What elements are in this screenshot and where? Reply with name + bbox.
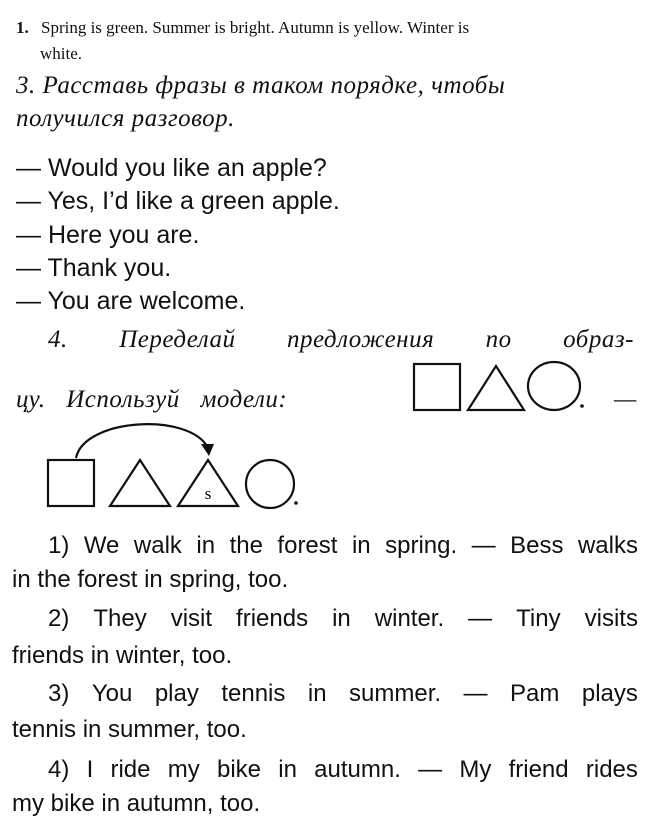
sentence-3-line1 <box>48 680 638 708</box>
word: — <box>471 532 496 559</box>
word: We <box>83 532 120 559</box>
task4-title-word: цу. <box>16 386 46 413</box>
word: friends <box>236 605 309 632</box>
square-shape <box>414 364 460 410</box>
model-two-diagram <box>40 414 310 514</box>
word: autumn. <box>314 756 401 783</box>
word: walk <box>133 532 182 559</box>
word: 3) <box>48 680 70 707</box>
word: 2) <box>48 605 70 632</box>
circle-shape <box>528 362 580 410</box>
dot <box>580 404 584 408</box>
word: winter. <box>374 605 445 632</box>
task4-title-word: 4. <box>48 326 68 353</box>
task4-title-word: предложения <box>286 326 435 353</box>
word: I <box>86 756 94 783</box>
word: 1) <box>48 532 70 559</box>
triangle-shape <box>468 366 524 410</box>
dot <box>294 501 298 505</box>
word: visit <box>170 605 213 632</box>
task4-title-word: по <box>485 326 512 353</box>
sentence-2-line1 <box>48 605 638 633</box>
word: My <box>459 756 492 783</box>
word: in <box>307 680 327 707</box>
word: 4) <box>48 756 70 783</box>
square-shape <box>48 460 94 506</box>
sentence-1-line1 <box>48 532 638 560</box>
task4-title-word: Используй <box>66 386 180 413</box>
task4-title-word: Переделай <box>119 326 236 353</box>
task1-number: 1. <box>16 18 29 37</box>
word: the <box>229 532 263 559</box>
word: Pam <box>510 680 560 707</box>
dialog-line-5: — You are welcome. <box>16 287 246 315</box>
sentence-4-line1 <box>48 756 638 784</box>
word: forest <box>277 532 338 559</box>
task3-title-line2: получился разговор. <box>16 105 235 132</box>
arrowhead-icon <box>201 444 214 456</box>
word: — <box>463 680 488 707</box>
word: bike <box>216 756 262 783</box>
word: play <box>154 680 199 707</box>
word: Tiny <box>516 605 561 632</box>
word: You <box>91 680 133 707</box>
word: in <box>278 756 297 783</box>
word: Bess <box>510 532 564 559</box>
word: my <box>167 756 200 783</box>
model-one-diagram <box>408 356 608 416</box>
dialog-line-2: — Yes, I’d like a green apple. <box>16 187 340 215</box>
word: spring. <box>385 532 458 559</box>
arrow-icon <box>76 424 208 458</box>
sentence-3-line2: tennis in summer, too. <box>12 716 247 743</box>
dialog-line-3: — Here you are. <box>16 221 200 249</box>
sentence-1-line2: in the forest in spring, too. <box>12 566 289 593</box>
dialog-line-4: — Thank you. <box>16 254 172 282</box>
word: ride <box>110 756 151 783</box>
word: — <box>418 756 443 783</box>
word: walks <box>577 532 638 559</box>
task4-title-word: модели: <box>200 386 288 413</box>
task4-dash: — <box>614 386 637 413</box>
word: in <box>332 605 351 632</box>
sentence-2-line2: friends in winter, too. <box>12 642 233 669</box>
task1-line1 <box>16 18 469 38</box>
word: in <box>196 532 216 559</box>
task4-title-word: образ- <box>563 326 634 353</box>
word: tennis <box>221 680 286 707</box>
word: They <box>93 605 147 632</box>
word: friend <box>508 756 569 783</box>
dialog-line-1: — Would you like an apple? <box>16 154 327 182</box>
word: plays <box>581 680 638 707</box>
task4-title-line2 <box>16 386 287 414</box>
sentence-4-line2: my bike in autumn, too. <box>12 790 261 817</box>
word: — <box>468 605 493 632</box>
word: in <box>351 532 371 559</box>
model-letter-s: s <box>204 484 212 503</box>
task4-title-line1 <box>48 326 634 354</box>
task1-line2: white. <box>40 44 83 63</box>
circle-shape <box>246 460 294 508</box>
word: summer. <box>349 680 442 707</box>
word: rides <box>585 756 638 783</box>
word: visits <box>584 605 638 632</box>
triangle-shape <box>110 460 170 506</box>
task1-text-line1: Spring is green. Summer is bright. Autumn is yellow. Winter is <box>41 18 470 37</box>
task3-title-line1: 3. Расставь фразы в таком порядке, чтобы <box>16 72 506 99</box>
